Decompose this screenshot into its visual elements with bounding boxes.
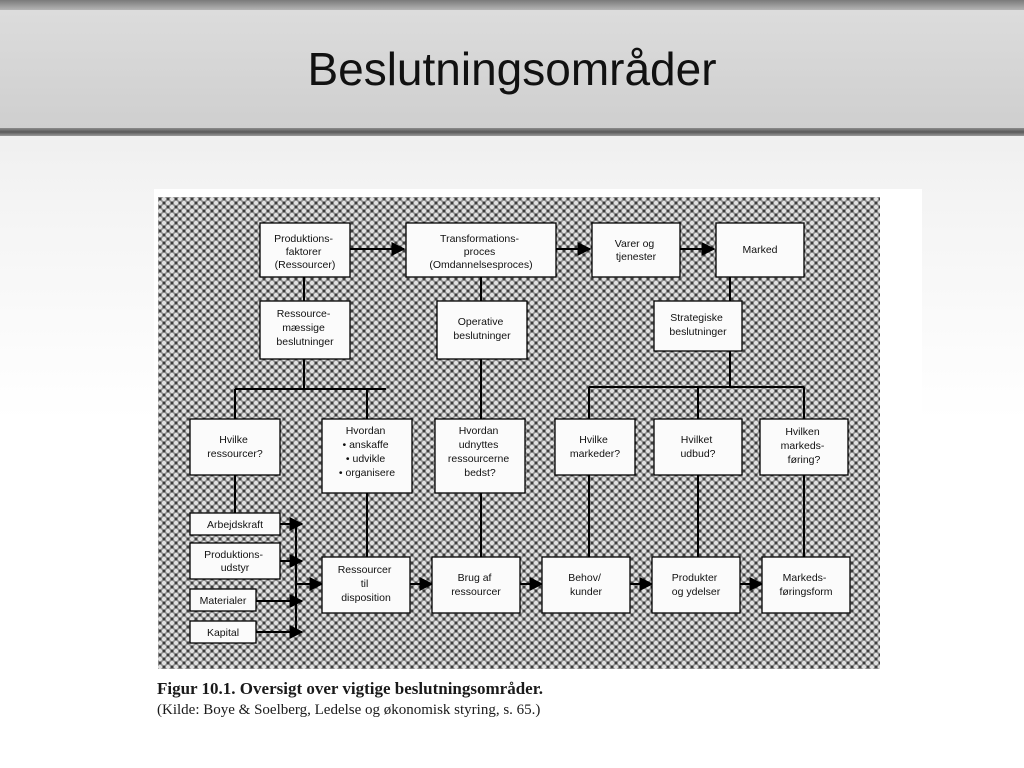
box-hvilken-markedsforing: Hvilken markeds- føring?	[780, 426, 825, 466]
box-hvilke-markeder: Hvilke markeder?	[569, 434, 621, 460]
box-operative-beslutninger: Operative beslutninger	[453, 316, 511, 342]
diagram-svg	[154, 189, 922, 679]
box-markedsforingsform: Markeds- føringsform	[779, 572, 833, 598]
box-hvilke-ressourcer: Hvilke ressourcer?	[207, 434, 263, 460]
box-transformationsproces: Transformations- proces (Omdannelsesproces)	[429, 233, 533, 271]
box-behov-kunder: Behov/ kunder	[568, 572, 603, 598]
box-varer-og-tjenester: Varer og tjenester	[614, 238, 657, 263]
box-marked: Marked	[742, 244, 778, 256]
top-bar	[0, 0, 1024, 10]
box-ressourcer-til-disposition: Ressourcer til disposition	[337, 564, 392, 604]
box-hvordan-udnyttes: Hvordan udnyttes ressourcerne bedst?	[447, 425, 510, 479]
box-produktionsfaktorer: Produktions- faktorer (Ressourcer)	[274, 233, 336, 271]
box-ressourcemaessige-beslutninger: Ressource- mæssige beslutninger	[276, 308, 334, 348]
figure-caption-title: Figur 10.1. Oversigt over vigtige beslutningsområder.	[157, 679, 543, 698]
box-produktionsudstyr: Produktions- udstyr	[204, 549, 264, 574]
slide-title: Beslutningsområder	[307, 43, 717, 95]
box-materialer: Materialer	[199, 595, 247, 607]
box-brug-af-ressourcer: Brug af ressourcer	[451, 572, 501, 598]
figure-caption-source: (Kilde: Boye & Soelberg, Ledelse og økonomisk styring, s. 65.)	[157, 702, 541, 718]
box-produkter-og-ydelser: Produkter og ydelser	[671, 572, 721, 598]
box-strategiske-beslutninger: Strategiske beslutninger	[669, 312, 727, 338]
box-kapital: Kapital	[206, 627, 240, 639]
header-divider	[0, 128, 1024, 136]
box-arbejdskraft: Arbejdskraft	[206, 519, 264, 531]
diagram-figure	[154, 189, 922, 729]
box-hvilket-udbud: Hvilket udbud?	[680, 434, 716, 460]
box-hvordan: Hvordan • anskaffe • udvikle • organisere	[338, 425, 396, 479]
